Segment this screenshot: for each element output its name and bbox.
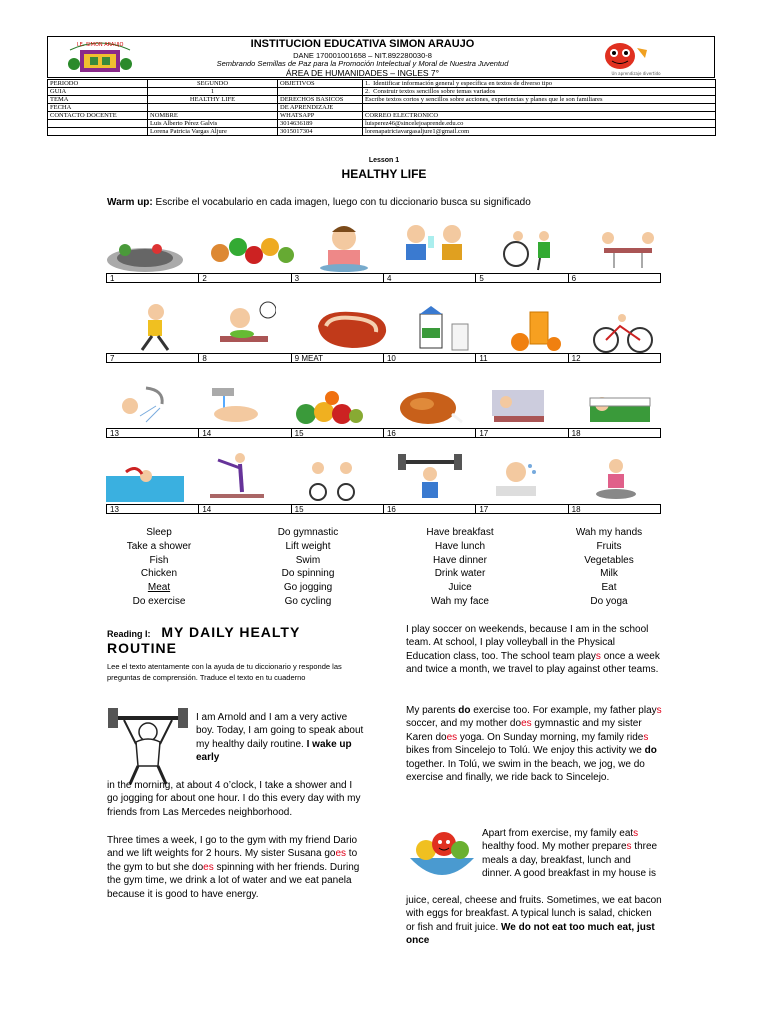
dba-label-2: DE APRENDIZAJE: [278, 104, 363, 112]
exercise-image: [502, 228, 562, 272]
cycling-image: [592, 314, 654, 354]
paragraph-3: I play soccer on weekends, because I am in the school team. At school, I play volleyball in the Physical Education class, too. The school team plays once a week and twice a month, we travel to play against other teams.: [406, 624, 660, 676]
have-dinner-image: [594, 228, 662, 270]
subject-area: ÁREA DE HUMANIDADES – INGLES 7°: [285, 68, 440, 78]
whatsapp-label: WHATSAPP: [278, 112, 363, 120]
gymnastic-image: [206, 450, 268, 502]
vocab-column: Do gymnastic Lift weight Swim Do spinning Go jogging Go cycling: [277, 527, 339, 607]
periodo-value: SEGUNDO: [148, 80, 278, 88]
reading-title: Reading I: MY DAILY HEALTY ROUTINE: [107, 624, 301, 656]
info-table: [47, 79, 716, 136]
correo-label: CORREO ELECTRONICO: [363, 112, 716, 120]
teacher-phone: 3014636189: [278, 120, 363, 128]
school-motto: Sembrando Semillas de Paz para la Promoción Intelectual y Moral de Nuestra Juventud: [216, 59, 509, 68]
milk-image: [416, 306, 476, 352]
objetivos-label: OBJETIVOS: [278, 80, 363, 88]
page-title: HEALTHY LIFE: [341, 167, 427, 181]
lift-weight-image: [396, 454, 464, 502]
school-logo: [58, 38, 142, 78]
teacher-name: Lorena Patricia Vargas Aljure: [148, 128, 278, 136]
paragraph-4: My parents do exercise too. For example, my father plays soccer, and my mother does gymnastic and my sister Karen does yoga. On Sunday morning, my family rides bikes from Sincelejo to Tolú. We enjoy this activity we do together. In Tolú, we swim in the beach, we jog, we do exercise and finally, we ride back to Sincelejo.: [406, 705, 662, 784]
jogging-image: [128, 302, 180, 354]
tema-label: TEMA: [48, 96, 148, 104]
eat-image: [314, 222, 374, 274]
periodo-label: PERIODO: [48, 80, 148, 88]
contacto-label: CONTACTO DOCENTE: [48, 112, 148, 120]
drink-water-image: [398, 222, 476, 262]
svg-text:Un aprendizaje divertido: Un aprendizaje divertido: [611, 71, 661, 76]
reading-instructions: Lee el texto atentamente con la ayuda de tu diccionario y responde las preguntas de comprensión. Traduce el texto en tu cuaderno: [107, 662, 342, 682]
wash-hands-image: [206, 384, 268, 428]
english-mascot-logo: [582, 38, 692, 78]
svg-text:I.E. SIMON ARAUJO: I.E. SIMON ARAUJO: [76, 42, 124, 48]
vegetables-image: [208, 233, 296, 271]
fruit-bowl-image: [406, 828, 478, 886]
yoga-image: [588, 456, 644, 502]
lesson-number: Lesson 1: [368, 157, 400, 164]
teacher-name: Luis Alberto Pérez Galvis: [148, 120, 278, 128]
dane-nit: DANE 170001001658 – NIT.892280030-8: [293, 51, 432, 60]
shower-image: [106, 384, 168, 428]
warmup-instruction: Warm up: Escribe el vocabulario en cada imagen, luego con tu diccionario busca su significado: [107, 197, 531, 208]
paragraph-1b: in the morning, at about 4 o’clock, I take a shower and I go jogging for about one hour. I do this every day with my friends from Las Mercedes neighborhood.: [107, 780, 361, 818]
teacher-email: lorenapatriciavargasaljure1@gmail.com: [363, 128, 716, 136]
paragraph-2: Three times a week, I go to the gym with my friend Dario and we lift weights for 2 hours. My sister Susana goes to the gym to but she does spinning with her friends. During the gym time, we drink a lot of water and we eat panela because it is good to have energy.: [107, 835, 360, 900]
spinning-image: [302, 454, 366, 502]
vocab-column: Sleep Take a shower Fish Chicken Meat Do exercise: [126, 527, 192, 607]
number-row: 1 2 3 4 5 6: [106, 273, 661, 283]
number-row: 13 14 15 16 17 18: [106, 428, 661, 438]
breakfast-image: [486, 384, 550, 428]
paragraph-5a: Apart from exercise, my family eats healthy food. My mother prepares three meals a day, breakfast, lunch and dinner. A good breakfast in my house is: [482, 828, 658, 880]
chicken-image: [394, 384, 464, 428]
fish-image: [105, 232, 185, 274]
dba-label: DERECHOS BASICOS: [278, 96, 363, 104]
paragraph-1a: I am Arnold and I am a very active boy. Today, I am going to speak about my healthy daily routine. I wake up early: [196, 712, 364, 764]
have-lunch-image: [210, 300, 276, 354]
fruits-image: [294, 386, 364, 428]
vocab-column: Have breakfast Have lunch Have dinner Drink water Juice Wah my face: [426, 527, 494, 607]
guia-label: GUIA: [48, 88, 148, 96]
swim-image: [106, 456, 184, 502]
teacher-phone: 3015017304: [278, 128, 363, 136]
meat-image: [312, 306, 392, 352]
objetivo-1: 1. Identificar información general y específica en textos de diverso tipo: [363, 80, 716, 88]
dba-value: Escribe textos cortos y sencillos sobre acciones, experiencias y planes que le son familiares: [363, 96, 716, 104]
juice-image: [508, 308, 566, 352]
paragraph-5b: juice, cereal, cheese and fruits. Sometimes, we eat bacon with eggs for breakfast. A typical lunch is salad, chicken or fish and fruit juice. We do not eat too much eat, just once: [406, 895, 662, 947]
guia-value: 1: [148, 88, 278, 96]
fecha-label: FECHA: [48, 104, 148, 112]
teacher-email: luisperez46@sincelejoaprende.edu.co: [363, 120, 716, 128]
number-row: 7 8 9 MEAT 10 11 12: [106, 353, 661, 363]
nombre-label: NOMBRE: [148, 112, 278, 120]
tema-value: HEALTHY LIFE: [148, 96, 278, 104]
vocab-column: Wah my hands Fruits Vegetables Milk Eat Do yoga: [575, 527, 643, 607]
number-row: 13 14 15 16 17 18: [106, 504, 661, 514]
wash-face-image: [486, 456, 550, 502]
weightlifter-image: [108, 706, 188, 786]
objetivo-2: 2. Construir textos sencillos sobre temas variados: [363, 88, 716, 96]
sleep-image: [586, 386, 656, 428]
school-name: INSTITUCION EDUCATIVA SIMON ARAUJO: [250, 38, 475, 50]
